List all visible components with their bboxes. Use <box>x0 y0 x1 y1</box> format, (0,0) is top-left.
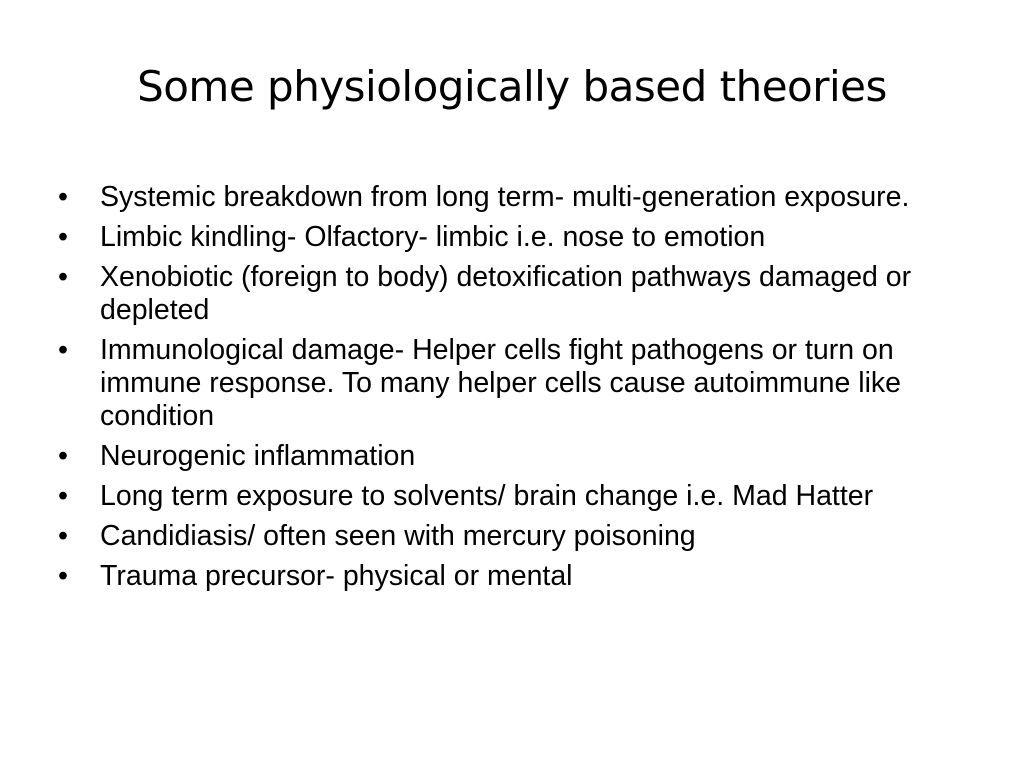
bullet-text: Limbic kindling- Olfactory- limbic i.e. nose to emotion <box>100 221 766 253</box>
bullet-mark: • <box>58 221 68 253</box>
bullet-item <box>58 440 958 473</box>
bullet-text: Neurogenic inflammation <box>100 440 416 472</box>
bullet-text: Immunological damage- Helper cells fight pathogens or turn on immune response. To many helper cells cause autoimmune like condition <box>100 334 902 432</box>
bullet-item <box>58 221 958 254</box>
bullet-item <box>58 520 958 553</box>
bullet-text: Xenobiotic (foreign to body) detoxification pathways damaged or depleted <box>100 261 912 326</box>
bullet-mark: • <box>58 440 68 472</box>
bullet-item <box>58 261 958 327</box>
bullet-text: Candidiasis/ often seen with mercury poisoning <box>100 520 696 552</box>
bullet-text: Trauma precursor- physical or mental <box>100 560 573 592</box>
bullet-mark: • <box>58 334 68 366</box>
bullet-list <box>58 181 958 600</box>
bullet-item <box>58 560 958 593</box>
bullet-mark: • <box>58 520 68 552</box>
bullet-item <box>58 480 958 513</box>
bullet-text: Long term exposure to solvents/ brain change i.e. Mad Hatter <box>100 480 874 512</box>
bullet-item <box>58 181 958 214</box>
bullet-mark: • <box>58 261 68 293</box>
bullet-text: Systemic breakdown from long term- multi-generation exposure. <box>100 181 910 213</box>
bullet-mark: • <box>58 480 68 512</box>
bullet-mark: • <box>58 181 68 213</box>
bullet-mark: • <box>58 560 68 592</box>
slide-title: Some physiologically based theories <box>137 62 887 111</box>
bullet-item <box>58 334 958 433</box>
